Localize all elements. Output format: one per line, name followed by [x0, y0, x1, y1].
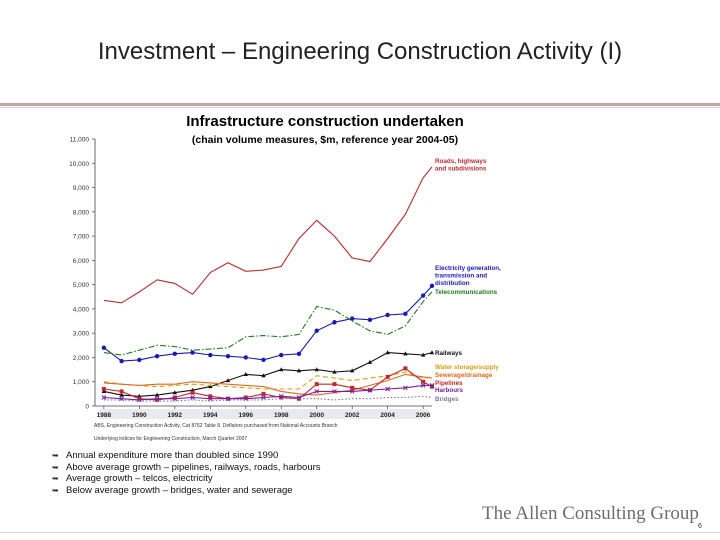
x-tick-label: 1994: [203, 412, 218, 419]
brand-logo-text: The Allen Consulting Group: [482, 503, 699, 524]
data-point: [191, 391, 195, 395]
y-tick-label: 4,000: [72, 306, 89, 314]
data-point: [421, 380, 425, 384]
chart-subtitle: (chain volume measures, $m, reference year 2004-05): [191, 134, 459, 146]
series-label: Water storage/supply: [435, 364, 499, 371]
bullet-text: Average growth – telcos, electricity: [66, 473, 213, 485]
data-point: [173, 352, 177, 356]
data-point: [315, 329, 319, 333]
y-tick-label: 2,000: [72, 354, 89, 362]
data-point: [403, 366, 407, 370]
series-label: transmission and: [435, 272, 488, 280]
y-tick-label: 8,000: [72, 209, 89, 217]
y-tick-label: 9,000: [72, 185, 89, 193]
x-tick-label: 1998: [274, 412, 289, 419]
y-tick-label: 7,000: [72, 233, 89, 241]
series-label: Roads, highways: [435, 158, 487, 165]
series-line: [104, 286, 432, 361]
series-line: [104, 374, 432, 395]
data-point: [120, 389, 124, 393]
data-point: [430, 350, 434, 354]
series-label: Pipelines: [435, 380, 463, 387]
bullet-item: [52, 450, 321, 462]
source-line-2: Underlying indices for Engineering Construction, March Quarter 2007: [94, 436, 248, 442]
data-point: [119, 359, 123, 363]
series-label: distribution: [435, 280, 470, 287]
page-number: 6: [698, 523, 702, 530]
series-label: Harbours: [435, 387, 463, 394]
x-tick-label: 2006: [415, 412, 431, 419]
arrow-bullet-icon: ➥: [52, 485, 59, 495]
data-point: [332, 382, 336, 386]
x-tick-label: 2002: [344, 412, 360, 419]
x-tick-label: 2004: [380, 412, 395, 419]
series-line: [104, 292, 432, 355]
series-label: and subdivisions: [435, 165, 487, 173]
chart-title: Infrastructure construction undertaken: [186, 113, 464, 130]
bullet-list: [52, 450, 321, 496]
y-tick-label: 10,000: [69, 160, 89, 168]
series-label: Bridges: [435, 396, 459, 403]
x-tick-label: 1988: [96, 412, 112, 419]
data-point: [332, 320, 336, 324]
data-point: [421, 293, 425, 297]
data-point: [350, 386, 354, 390]
series-label: Railways: [435, 350, 462, 357]
bullet-item: [52, 462, 321, 474]
y-tick-label: 1,000: [72, 379, 89, 387]
data-point: [386, 375, 390, 379]
series-line: [104, 167, 432, 303]
x-axis-band: [96, 409, 428, 419]
data-point: [279, 353, 283, 357]
source-line-1: ABS, Engineering Construction Activity, Cat 8762 Table 8. Deflators purchased from National Accounts Branch: [94, 423, 338, 429]
data-point: [368, 318, 372, 322]
data-point: [190, 350, 194, 354]
data-point: [261, 358, 265, 362]
data-point: [403, 312, 407, 316]
data-point: [262, 392, 266, 396]
data-point: [208, 353, 212, 357]
data-point: [430, 284, 434, 288]
data-point: [102, 346, 106, 350]
data-point: [315, 382, 319, 386]
arrow-bullet-icon: ➥: [52, 451, 59, 461]
data-point: [297, 352, 301, 356]
y-tick-label: 11,000: [69, 136, 89, 144]
x-tick-label: 1990: [132, 412, 147, 419]
data-point: [137, 358, 141, 362]
data-point: [155, 354, 159, 358]
data-point: [226, 354, 230, 358]
y-tick-label: 3,000: [72, 330, 89, 338]
data-point: [244, 355, 248, 359]
data-point: [350, 316, 354, 320]
data-point: [385, 313, 389, 317]
bullet-text: Below average growth – bridges, water and sewerage: [66, 484, 293, 496]
bullet-item: [52, 485, 321, 497]
data-point: [102, 387, 106, 391]
series-label: Electricity generation,: [435, 265, 501, 272]
bullet-item: [52, 473, 321, 485]
x-tick-label: 1996: [238, 412, 253, 419]
y-tick-label: 0: [85, 403, 89, 411]
footer-rule: [0, 532, 720, 533]
bullet-text: Annual expenditure more than doubled since 1990: [66, 450, 279, 462]
x-tick-label: 1992: [167, 412, 183, 419]
y-tick-label: 6,000: [72, 257, 89, 265]
y-tick-label: 5,000: [72, 282, 89, 290]
arrow-bullet-icon: ➥: [52, 474, 59, 484]
arrow-bullet-icon: ➥: [52, 462, 59, 472]
series-label: Sewerage/drainage: [435, 372, 493, 379]
series-label: Telecommunications: [435, 289, 498, 296]
slide-title: Investment – Engineering Construction Activity (I): [97, 38, 623, 65]
bullet-text: Above average growth – pipelines, railways, roads, harbours: [66, 461, 321, 473]
x-tick-label: 2000: [309, 412, 324, 419]
